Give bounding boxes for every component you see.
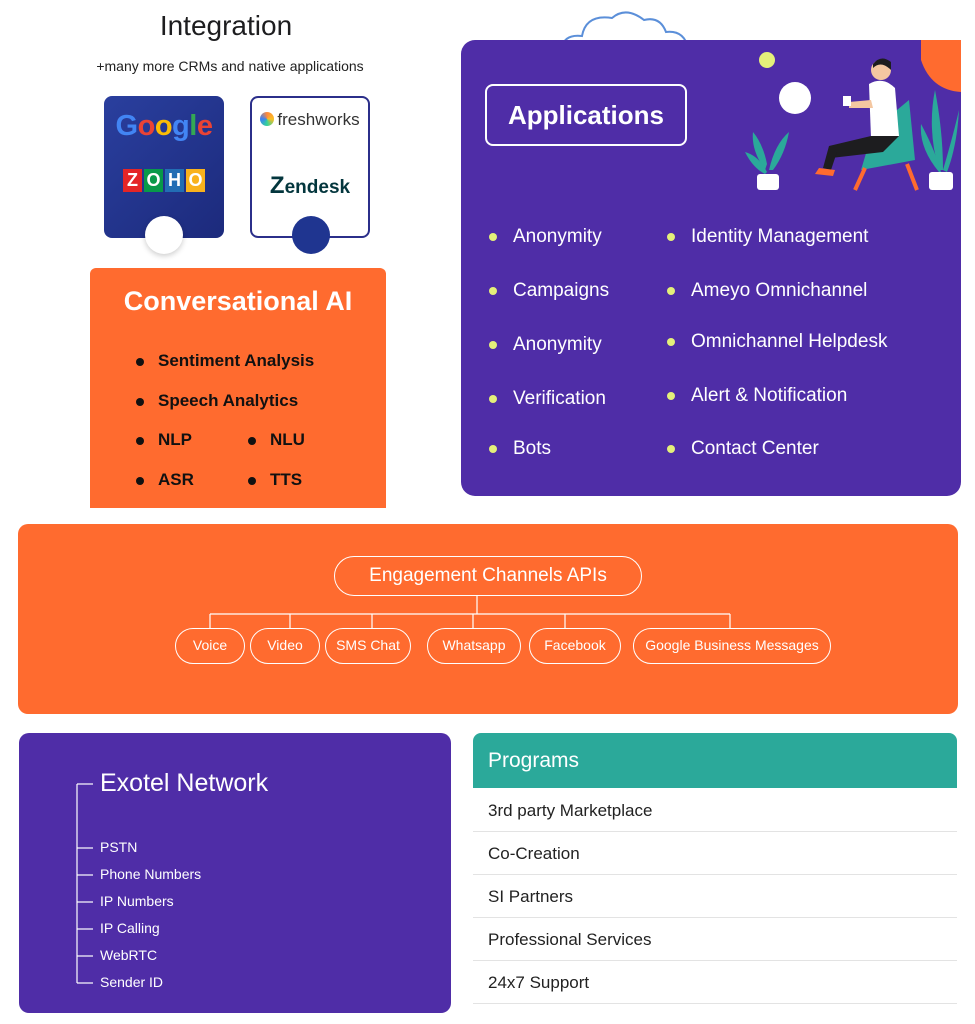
exotel-network-panel — [19, 733, 451, 1013]
conv-ai-item: ASR — [136, 470, 194, 490]
programs-panel — [473, 733, 957, 1008]
exotel-network-title: Exotel Network — [100, 769, 269, 797]
network-item: Sender ID — [100, 974, 164, 990]
engagement-channels-title: Engagement Channels APIs — [334, 556, 642, 596]
applications-title: Applications — [485, 84, 687, 146]
program-row: 3rd party Marketplace — [473, 789, 957, 832]
conv-ai-item: NLP — [136, 430, 192, 450]
channel-tree-lines — [18, 524, 958, 714]
app-item: Bots — [489, 438, 551, 460]
channel-video: Video — [250, 628, 320, 664]
network-item: IP Calling — [100, 920, 160, 936]
conv-ai-item: Speech Analytics — [136, 391, 298, 411]
channel-whatsapp: Whatsapp — [427, 628, 521, 664]
person-in-chair-illustration — [731, 40, 961, 200]
app-item: Omnichannel Helpdesk — [667, 331, 887, 353]
applications-panel — [461, 40, 961, 496]
freshworks-logo: freshworks — [252, 110, 368, 130]
engagement-channels-panel — [18, 524, 958, 714]
integration-subtitle: +many more CRMs and native applications — [96, 58, 364, 74]
program-row: Co-Creation — [473, 832, 957, 875]
network-item: IP Numbers — [100, 893, 174, 909]
integration-connector-dot — [145, 216, 183, 254]
zoho-logo: Z O H O — [104, 166, 224, 192]
integration-connector-dot — [292, 216, 330, 254]
app-item: Identity Management — [667, 226, 868, 248]
channel-sms-chat: SMS Chat — [325, 628, 411, 664]
app-item: Ameyo Omnichannel — [667, 280, 867, 302]
conversational-ai-title: Conversational AI — [123, 286, 353, 316]
conv-ai-item: NLU — [248, 430, 305, 450]
integration-title: Integration — [159, 10, 293, 41]
channel-voice: Voice — [175, 628, 245, 664]
google-logo: Google — [115, 110, 213, 142]
network-item: WebRTC — [100, 947, 158, 963]
app-item: Anonymity — [489, 334, 602, 356]
programs-title: Programs — [473, 733, 957, 788]
program-row: SI Partners — [473, 875, 957, 918]
conv-ai-item: Sentiment Analysis — [136, 351, 314, 371]
network-item: Phone Numbers — [100, 866, 202, 882]
program-row: 24x7 Support — [473, 961, 957, 1004]
app-item: Anonymity — [489, 226, 602, 248]
channel-facebook: Facebook — [529, 628, 621, 664]
zendesk-logo: Zendesk — [269, 172, 351, 199]
app-item: Alert & Notification — [667, 385, 847, 407]
channel-google-business-messages: Google Business Messages — [633, 628, 831, 664]
app-item: Verification — [489, 388, 606, 410]
conversational-ai-panel — [90, 268, 386, 508]
program-row: Professional Services — [473, 918, 957, 961]
network-item: PSTN — [100, 839, 138, 855]
conv-ai-item: TTS — [248, 470, 302, 490]
app-item: Contact Center — [667, 438, 819, 460]
app-item: Campaigns — [489, 280, 609, 302]
